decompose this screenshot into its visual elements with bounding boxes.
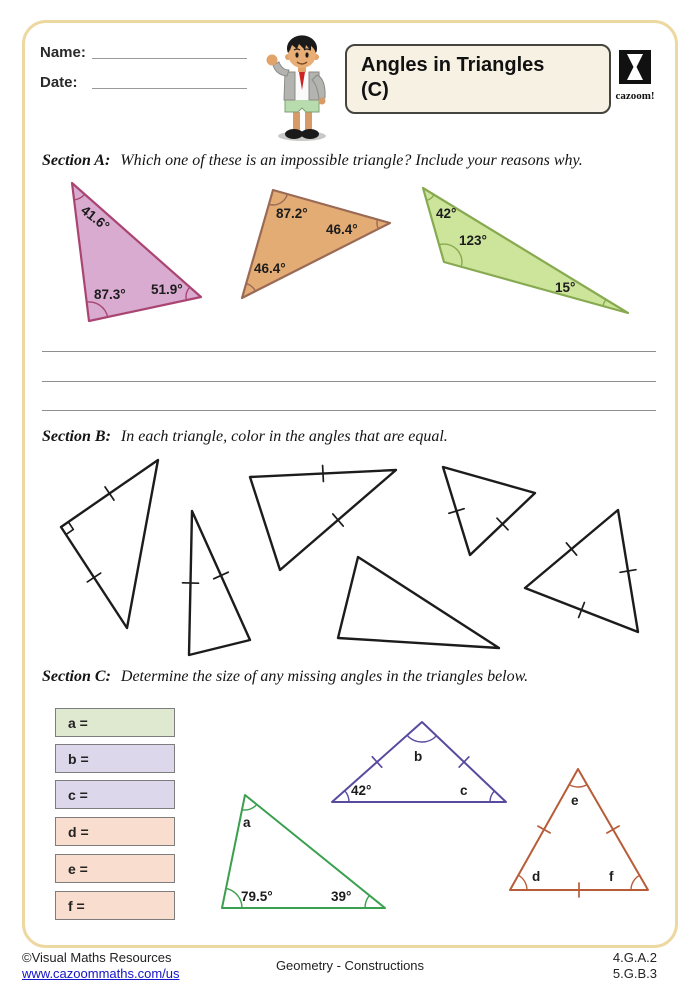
angle-label: 15° <box>555 280 576 295</box>
sectionB-triangle-2 <box>183 511 251 655</box>
answer-box-label: c = <box>68 787 88 803</box>
angle-label: d <box>532 869 541 884</box>
sectionB-triangle-1 <box>61 460 158 628</box>
footer-category: Geometry - Constructions <box>275 958 425 973</box>
angle-label: c <box>460 783 468 798</box>
sectionB-triangle-3 <box>250 466 396 571</box>
section-a-title: Section A: <box>42 152 111 169</box>
tick-mark <box>105 487 114 500</box>
angle-arc <box>518 875 527 890</box>
sectionA-orange-triangle-shape <box>242 190 390 298</box>
tick-mark <box>87 573 100 582</box>
angle-label: 42° <box>436 206 457 221</box>
sectionB-triangle-6-shape <box>525 510 638 632</box>
tick-mark <box>538 826 550 833</box>
angle-label: 42° <box>351 783 372 798</box>
angle-label: e <box>571 793 579 808</box>
answer-box-label: f = <box>68 898 85 914</box>
answer-box-label: d = <box>68 824 89 840</box>
angle-arc <box>569 785 587 787</box>
section-c-instruction: Determine the size of any missing angles in the triangles below. <box>120 668 529 685</box>
answer-box-label: e = <box>68 861 88 877</box>
angle-label: 41.6° <box>78 202 113 234</box>
angle-label: b <box>414 749 423 764</box>
section-b-title: Section B: <box>42 428 111 445</box>
angle-arc <box>407 735 436 742</box>
tick-mark <box>323 466 324 482</box>
sectionB-triangle-1-shape <box>61 460 158 628</box>
angle-label: 51.9° <box>151 282 183 297</box>
angle-label: 39° <box>331 889 352 904</box>
section-a-instruction: Which one of these is an impossible triangle? Include your reasons why. <box>120 152 583 169</box>
sectionA-green-triangle <box>423 188 628 313</box>
sectionB-triangle-4 <box>443 467 535 555</box>
sectionC-green-triangle <box>222 795 385 908</box>
worksheet-title-line1: Angles in Triangles <box>361 54 545 76</box>
angle-label: 87.3° <box>94 287 126 302</box>
section-c-title: Section C: <box>42 668 111 685</box>
angle-label: 123° <box>459 233 487 248</box>
section-b-instruction: In each triangle, color in the angles that are equal. <box>120 428 448 445</box>
tick-mark <box>607 826 619 833</box>
angle-arc <box>226 888 242 908</box>
sectionC-brown-triangle <box>510 769 648 897</box>
angle-label: 87.2° <box>276 206 308 221</box>
angle-label: a <box>243 815 251 830</box>
answer-box-label: b = <box>68 751 89 767</box>
cazoom-logo-text: cazoom! <box>615 90 655 102</box>
angle-arc <box>490 791 494 802</box>
sectionB-triangle-3-shape <box>250 470 396 570</box>
sectionB-triangle-5-shape <box>338 557 499 648</box>
footer-standard-2: 5.G.B.3 <box>612 966 657 981</box>
footer-standard-1: 4.G.A.2 <box>612 950 657 965</box>
sectionA-orange-triangle <box>242 190 390 298</box>
angle-label: 46.4° <box>326 222 358 237</box>
date-label: Date: <box>40 74 78 91</box>
footer-copyright: ©Visual Maths Resources <box>22 950 172 965</box>
angle-label: 46.4° <box>254 261 286 276</box>
angle-arc <box>631 875 640 890</box>
worksheet-title-line2: (C) <box>361 79 389 101</box>
angle-arc <box>345 791 349 802</box>
name-label: Name: <box>40 44 86 61</box>
angle-arc <box>242 804 257 810</box>
angle-label: f <box>609 869 614 884</box>
answer-box-label: a = <box>68 715 88 731</box>
angle-label: 79.5° <box>241 889 273 904</box>
sectionA-pink-triangle <box>72 183 201 321</box>
sectionC-purple-triangle <box>332 722 506 802</box>
angle-arc <box>365 895 369 908</box>
footer-url-link[interactable]: www.cazoommaths.com/us <box>22 966 180 981</box>
sectionA-pink-triangle-shape <box>72 183 201 321</box>
sectionB-triangle-5 <box>338 557 499 648</box>
sectionB-triangle-6 <box>525 510 638 632</box>
